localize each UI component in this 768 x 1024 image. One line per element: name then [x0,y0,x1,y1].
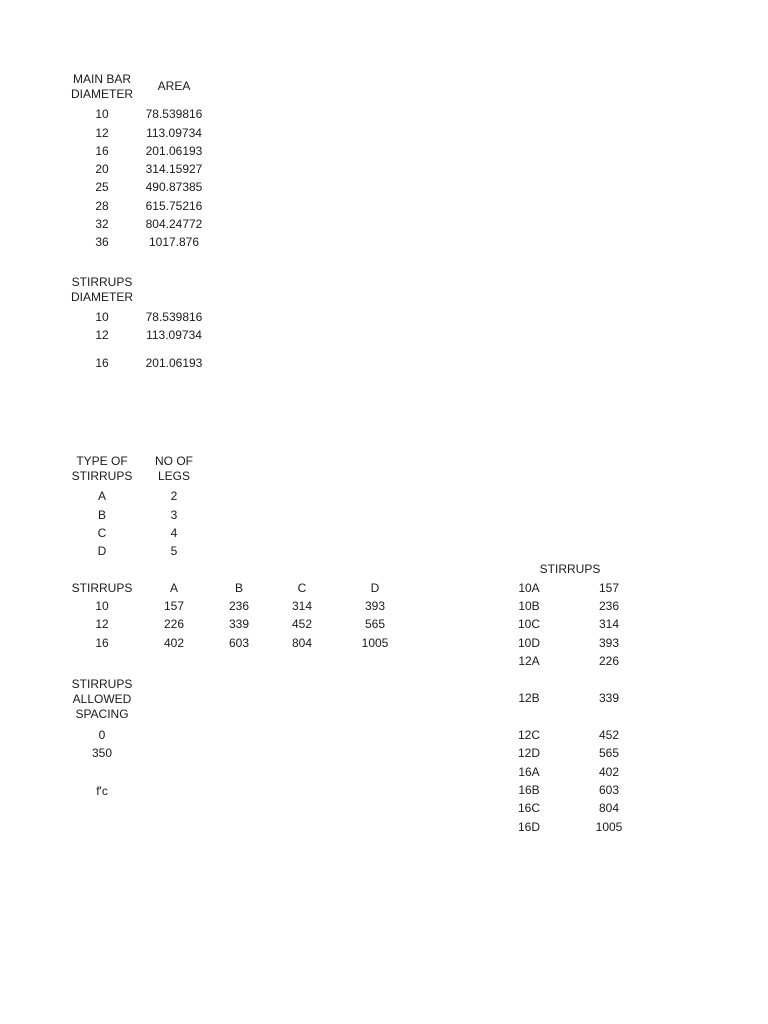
main-bar-area: 1017.876 [148,235,200,249]
lookup-value: 804 [598,801,620,815]
stirrup-type: D [97,544,107,558]
lookup-value: 339 [598,691,620,705]
stirrup-diameter: 12 [95,328,109,342]
spacing-value: 350 [91,746,113,760]
matrix-cell: 804 [291,636,313,650]
lookup-value: 1005 [595,820,623,834]
legs-count: 2 [170,489,178,503]
stirrup-type: B [97,508,106,522]
stirrup-area: 78.539816 [145,310,203,324]
main-bar-area: 804.24772 [145,217,203,231]
lookup-key: 10C [517,617,540,631]
lookup-value: 565 [598,746,620,760]
main-bar-area: 113.09734 [146,126,202,140]
main-bar-header-line2: DIAMETER [70,87,133,101]
lookup-value: 402 [598,765,620,779]
stirrup-type-header-line1: TYPE OF [76,454,128,468]
main-bar-diameter: 32 [95,217,109,231]
matrix-header-d: D [370,581,380,595]
legs-count: 3 [170,508,178,522]
lookup-key: 10D [517,636,540,650]
stirrup-type: A [97,489,106,503]
lookup-key: 12B [518,691,540,705]
matrix-header-a: A [169,581,178,595]
lookup-key: 12D [517,746,540,760]
lookup-key: 12A [518,654,540,668]
stirrup-type-header-line2: STIRRUPS [71,469,133,483]
spacing-value: 0 [98,728,106,742]
stirrup-area: 113.09734 [146,328,202,342]
lookup-value: 236 [598,599,620,613]
matrix-row-label: 12 [95,617,109,631]
matrix-cell: 565 [364,617,386,631]
main-bar-area: 615.75216 [145,199,203,213]
main-bar-diameter: 12 [95,126,109,140]
matrix-cell: 236 [228,599,250,613]
matrix-cell: 402 [163,636,185,650]
spacing-header-line3: SPACING [75,707,129,721]
legs-header-line1: NO OF [155,454,193,468]
matrix-header-stirrups: STIRRUPS [71,581,133,595]
lookup-value: 603 [598,783,620,797]
lookup-key: 10A [518,581,540,595]
legs-count: 4 [170,526,178,540]
area-header: AREA [157,79,191,93]
lookup-key: 16B [518,783,540,797]
main-bar-area: 201.06193 [145,144,203,158]
main-bar-area: 490.87385 [145,180,203,194]
stirrup-area: 201.06193 [145,356,203,370]
stirrups-diameter-header-line1: STIRRUPS [71,275,133,289]
matrix-cell: 393 [364,599,386,613]
matrix-cell: 603 [228,636,250,650]
fc-label: f'c [96,784,108,798]
stirrup-diameter: 16 [95,356,109,370]
matrix-cell: 314 [291,599,313,613]
main-bar-diameter: 25 [95,180,109,194]
lookup-key: 12C [517,728,540,742]
main-bar-diameter: 20 [95,162,109,176]
matrix-cell: 339 [228,617,250,631]
main-bar-header-line1: MAIN BAR [72,72,131,86]
main-bar-area: 78.539816 [145,107,203,121]
lookup-value: 226 [598,654,620,668]
main-bar-diameter: 16 [95,144,109,158]
legs-count: 5 [170,544,178,558]
matrix-header-c: C [297,581,307,595]
lookup-key: 16A [518,765,540,779]
legs-header-line2: LEGS [157,469,190,483]
matrix-row-label: 16 [95,636,109,650]
stirrups-lookup-title: STIRRUPS [539,562,601,576]
main-bar-diameter: 36 [95,235,109,249]
matrix-row-label: 10 [95,599,109,613]
lookup-value: 452 [598,728,620,742]
stirrups-diameter-header-line2: DIAMETER [70,290,133,304]
main-bar-area: 314.15927 [145,162,203,176]
lookup-value: 314 [598,617,620,631]
lookup-key: 16C [517,801,540,815]
matrix-cell: 1005 [361,636,389,650]
matrix-header-b: B [234,581,243,595]
matrix-cell: 157 [163,599,185,613]
lookup-key: 10B [518,599,540,613]
stirrup-type: C [97,526,107,540]
lookup-value: 393 [598,636,620,650]
stirrup-diameter: 10 [95,310,109,324]
main-bar-diameter: 28 [95,199,109,213]
spacing-header-line1: STIRRUPS [71,677,133,691]
spacing-header-line2: ALLOWED [72,692,132,706]
main-bar-diameter: 10 [95,107,109,121]
lookup-key: 16D [517,820,540,834]
matrix-cell: 226 [163,617,185,631]
matrix-cell: 452 [291,617,313,631]
lookup-value: 157 [598,581,620,595]
